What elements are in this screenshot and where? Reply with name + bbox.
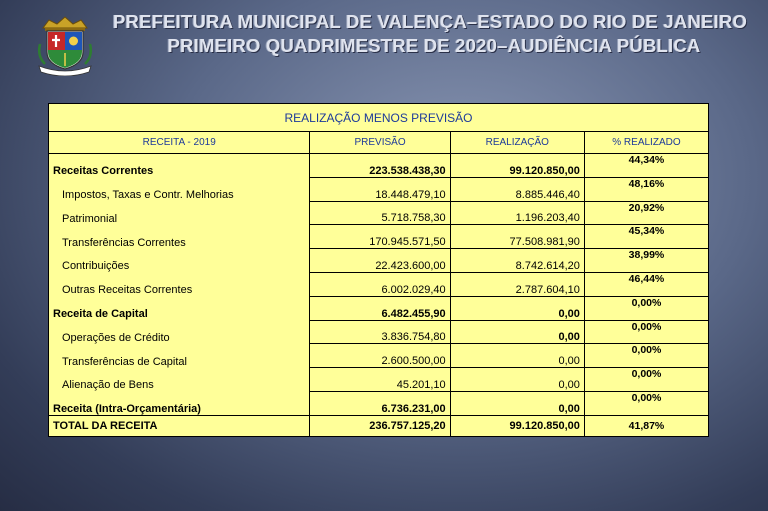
row-label: Contribuições (49, 249, 310, 273)
row-previsao: 170.945.571,50 (310, 225, 450, 249)
row-label: Receita (Intra-Orçamentária) (49, 391, 310, 415)
row-previsao: 3.836.754,80 (310, 320, 450, 344)
row-label: Receitas Correntes (49, 154, 310, 178)
row-previsao: 6.002.029,40 (310, 272, 450, 296)
row-label: Patrimonial (49, 201, 310, 225)
row-realizacao: 99.120.850,00 (450, 154, 584, 178)
row-label: Outras Receitas Correntes (49, 272, 310, 296)
table-row (49, 320, 709, 344)
row-pct: 48,16% (584, 177, 708, 201)
table-row (49, 344, 709, 368)
row-realizacao: 0,00 (450, 320, 584, 344)
row-previsao: 18.448.479,10 (310, 177, 450, 201)
row-pct: 45,34% (584, 225, 708, 249)
table-row (49, 154, 709, 178)
column-header-realizacao: REALIZAÇÃO (450, 132, 584, 154)
row-realizacao: 8.885.446,40 (450, 177, 584, 201)
row-pct: 0,00% (584, 296, 708, 320)
table-row (49, 177, 709, 201)
municipal-crest-logo (35, 14, 95, 76)
row-previsao: 6.736.231,00 (310, 391, 450, 415)
table-row (49, 296, 709, 320)
row-realizacao: 0,00 (450, 296, 584, 320)
row-label: Transferências de Capital (49, 344, 310, 368)
total-pct: 41,87% (584, 415, 708, 436)
row-realizacao: 8.742.614,20 (450, 249, 584, 273)
row-label: Operações de Crédito (49, 320, 310, 344)
revenue-table (48, 103, 709, 437)
row-pct: 46,44% (584, 272, 708, 296)
row-previsao: 6.482.455,90 (310, 296, 450, 320)
table-row (49, 272, 709, 296)
row-realizacao: 0,00 (450, 344, 584, 368)
row-previsao: 22.423.600,00 (310, 249, 450, 273)
slide-title (100, 10, 760, 58)
row-pct: 20,92% (584, 201, 708, 225)
table-row (49, 368, 709, 392)
column-header-pct: % REALIZADO (584, 132, 708, 154)
row-realizacao: 2.787.604,10 (450, 272, 584, 296)
row-realizacao: 0,00 (450, 391, 584, 415)
total-row (49, 415, 709, 436)
row-pct: 0,00% (584, 368, 708, 392)
total-realizacao: 99.120.850,00 (450, 415, 584, 436)
table-title: REALIZAÇÃO MENOS PREVISÃO (49, 104, 709, 132)
table-row (49, 391, 709, 415)
column-header-previsao: PREVISÃO (310, 132, 450, 154)
row-pct: 38,99% (584, 249, 708, 273)
row-previsao: 5.718.758,30 (310, 201, 450, 225)
row-label: Transferências Correntes (49, 225, 310, 249)
row-pct: 0,00% (584, 391, 708, 415)
total-previsao: 236.757.125,20 (310, 415, 450, 436)
title-line-2: PRIMEIRO QUADRIMESTRE DE 2020–AUDIÊNCIA PÚBLICA (167, 35, 701, 56)
row-previsao: 2.600.500,00 (310, 344, 450, 368)
row-label: Alienação de Bens (49, 368, 310, 392)
table-row (49, 225, 709, 249)
row-label: Receita de Capital (49, 296, 310, 320)
title-line-1: PREFEITURA MUNICIPAL DE VALENÇA–ESTADO DO RIO DE JANEIRO (112, 11, 748, 32)
column-header-receita: RECEITA - 2019 (49, 132, 310, 154)
row-previsao: 45.201,10 (310, 368, 450, 392)
row-pct: 0,00% (584, 320, 708, 344)
total-label: TOTAL DA RECEITA (49, 415, 310, 436)
row-previsao: 223.538.438,30 (310, 154, 450, 178)
row-pct: 44,34% (584, 154, 708, 178)
row-label: Impostos, Taxas e Contr. Melhorias (49, 177, 310, 201)
table-row (49, 249, 709, 273)
row-realizacao: 1.196.203,40 (450, 201, 584, 225)
row-realizacao: 77.508.981,90 (450, 225, 584, 249)
row-pct: 0,00% (584, 344, 708, 368)
row-realizacao: 0,00 (450, 368, 584, 392)
table-row (49, 201, 709, 225)
